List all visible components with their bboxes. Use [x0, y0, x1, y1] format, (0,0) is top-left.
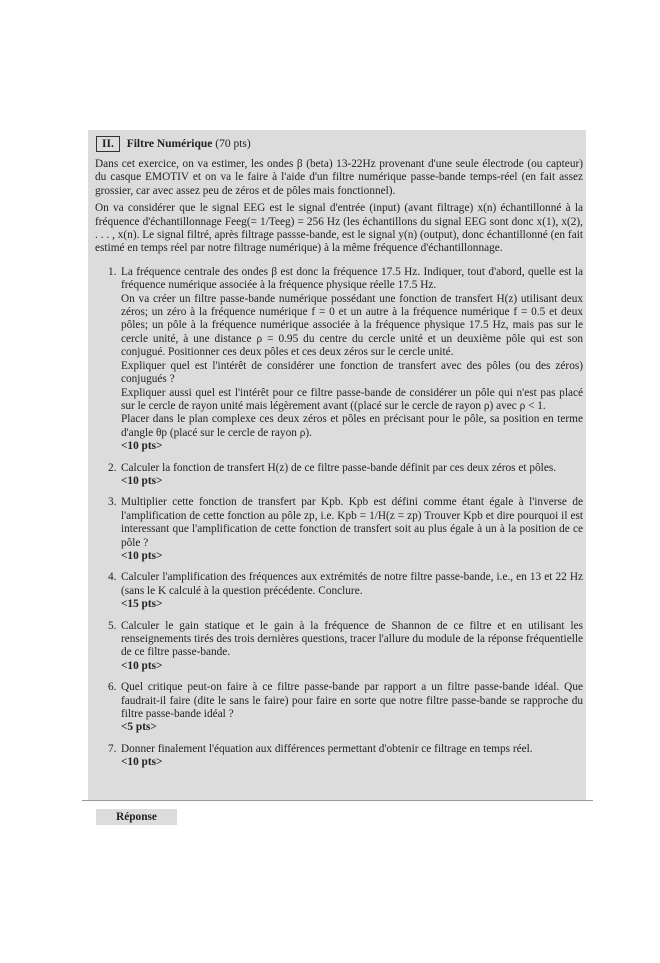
question-points: <15 pts>: [121, 598, 163, 611]
question-points: <5 pts>: [121, 721, 157, 734]
question-number: 6.: [108, 681, 117, 694]
question-item: [95, 571, 583, 611]
question-text: La fréquence centrale des ondes β est donc la fréquence 17.5 Hz. Indiquer, tout d'abord, quelle est la fréquence numérique associée à la fréquence physique réelle 17.5 Hz.: [121, 265, 583, 292]
question-text: Donner finalement l'équation aux différences permettant d'obtenir ce filtrage en temps réel.: [121, 742, 533, 755]
question-text: Quel critique peut-on faire à ce filtre passe-bande par rapport a un filtre passe-bande idéal. Que faudrait-il faire (dite le sans le faire) pour faire en sorte que notre filtre passe-bande se rapproche du filtre passe-bande idéal ?: [121, 681, 583, 721]
question-number: 2.: [108, 461, 117, 474]
question-points: <10 pts>: [121, 549, 163, 562]
question-points: <10 pts>: [121, 659, 163, 672]
question-points: <10 pts>: [121, 756, 163, 769]
intro-paragraph: Dans cet exercice, on va estimer, les ondes β (beta) 13-22Hz provenant d'une seule électrode (ou capteur) du casque EMOTIV et on va le faire à l'aide d'un filtre numérique passe-bande temps-réel (en fait assez grossier, car avec assez peu de zéros et de pôles mais fonctionnel).: [95, 158, 583, 197]
exercise-content: [95, 158, 583, 778]
question-item: [95, 743, 583, 770]
answer-label: Réponse: [96, 809, 177, 825]
question-number: 3.: [108, 496, 117, 509]
section-name: Filtre Numérique: [126, 138, 213, 150]
question-item: [95, 620, 583, 674]
question-text: Expliquer quel est l'intérêt de considérer une fonction de transfert avec des pôles (ou des zéros) conjugués ?: [121, 359, 583, 386]
question-item: [95, 496, 583, 563]
question-text: Expliquer aussi quel est l'intérêt pour ce filtre passe-bande de considérer un pôle qui n'est pas placé sur le cercle de rayon unité mais légèrement avant ((placé sur le cercle de rayon ρ) avec ρ < 1.: [121, 386, 583, 412]
question-item: [95, 462, 583, 489]
question-number: 7.: [108, 742, 117, 755]
question-item: [95, 266, 583, 454]
question-list: [95, 266, 583, 770]
question-text: Placer dans le plan complexe ces deux zéros et pôles en précisant pour le pôle, sa position en terme d'angle θp (placé sur le cercle de rayon ρ).: [121, 413, 583, 439]
question-text: Calculer le gain statique et le gain à la fréquence de Shannon de ce filtre et en utilisant les renseignements tirés des trois dernières questions, tracer l'allure du module de la réponse fréquentielle de ce filtre passe-bande.: [121, 619, 583, 659]
question-number: 5.: [108, 619, 117, 632]
question-text: Calculer l'amplification des fréquences aux extrémités de notre filtre passe-bande, i.e., en 13 et 22 Hz (sans le K calculé à la question précédente. Conclure.: [121, 571, 583, 597]
question-text: On va créer un filtre passe-bande numérique possédant une fonction de transfert H(z) utilisant deux zéros; un zéro à la fréquence numérique f = 0 et un autre à la fréquence numérique f = 0.5 et deux pôles; un pôle à la fréquence numérique associée à la fréquence physique 17.5 Hz, mais pas sur le cercle unité, à une distance ρ = 0.95 du centre du cercle unité et un deuxième pôle qui est son conjugué. Positionner ces deux pôles et ces deux zéros sur le cercle unité.: [121, 292, 583, 359]
question-number: 4.: [108, 571, 117, 584]
section-title: [96, 136, 251, 152]
question-points: <10 pts>: [121, 474, 163, 487]
question-text: Calculer la fonction de transfert H(z) de ce filtre passe-bande définit par ces deux zéros et pôles.: [121, 461, 557, 474]
question-text: Multiplier cette fonction de transfert par Kpb. Kpb est défini comme étant égale à l'inverse de l'amplification de cette fonction au pôle zp, i.e. Kpb = 1/H(z = zp) Trouver Kpb et dire pourquoi il est interessant que l'amplification de cette fonction de transfert soit au plus égale à un à la position de ce pôle ?: [121, 496, 583, 549]
question-points: <10 pts>: [121, 440, 163, 453]
question-number: 1.: [108, 265, 117, 278]
section-number: II.: [96, 136, 120, 152]
intro-paragraph: On va considérer que le signal EEG est le signal d'entrée (input) (avant filtrage) x(n) échantillonné à la fréquence d'échantillonnage Feeg(= 1/Teeg) = 256 Hz (les échantillons du signal EEG sont donc x(1), x(2), . . . , x(n). Le signal filtré, après filtrage passse-bande, est le signal y(n) (output), donc échantillonné (en fait estimé en temps réel par notre filtrage numérique) à la même fréquence d'échantillonnage.: [95, 202, 583, 255]
question-item: [95, 681, 583, 735]
divider: [82, 800, 593, 801]
section-points: (70 pts): [215, 138, 251, 150]
